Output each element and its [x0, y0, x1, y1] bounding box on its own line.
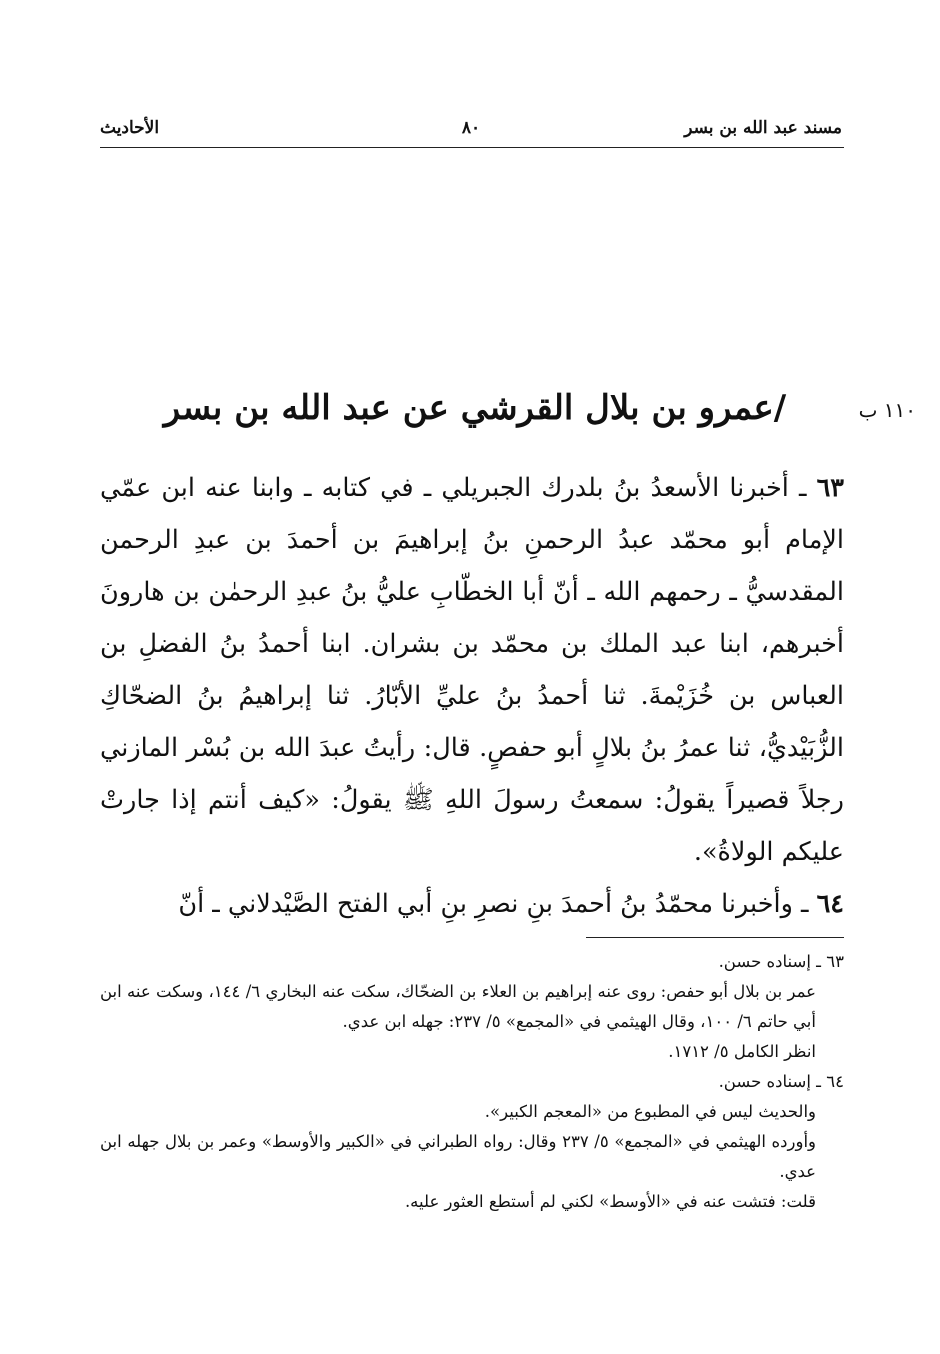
footnote-line: انظر الكامل ٥/ ١٧١٢.	[668, 1042, 816, 1061]
hadith-64	[100, 878, 844, 930]
footnote-64-body	[100, 1097, 844, 1217]
header-book-title: مسند عبد الله بن بسر	[684, 118, 842, 138]
footnote-64-heading: ٦٤ ـ إسناده حسن.	[718, 1072, 844, 1091]
footnote-line: وأورده الهيثمي في «المجمع» ٥/ ٢٣٧ وقال: رواه الطبراني في «الكبير والأوسط» وعمر بن بلال جهله ابن عدي.	[100, 1132, 816, 1181]
footnote-line: قلت: فتشت عنه في «الأوسط» لكني لم أستطع العثور عليه.	[404, 1192, 816, 1211]
hadith-text: ـ وأخبرنا محمّدُ بنُ أحمدَ بنِ نصرِ بنِ أبي الفتح الصَّيْدلاني ـ أنّ	[178, 889, 809, 919]
hadith-63	[100, 462, 844, 878]
footnote-line: والحديث ليس في المطبوع من «المعجم الكبير».	[484, 1102, 816, 1121]
footnote-63-body	[100, 977, 844, 1067]
footnote-line: عمر بن بلال أبو حفص: روى عنه إبراهيم بن العلاء بن الضحّاك، سكت عنه البخاري ٦/ ١٤٤، وسكت عنه ابن أبي حاتم ٦/ ١٠٠، وقال الهيثمي في «المجمع» ٥/ ٢٣٧: جهله ابن عدي.	[100, 982, 817, 1031]
header-section-title: الأحاديث	[100, 118, 160, 138]
footnote-rule	[586, 937, 844, 938]
hadith-number: ٦٤	[816, 889, 844, 919]
manuscript-folio-note: ١١٠ ب	[858, 398, 916, 422]
page-number: ٨٠	[461, 118, 481, 138]
footnote-63-heading: ٦٣ ـ إسناده حسن.	[718, 952, 844, 971]
header-rule	[100, 147, 844, 148]
hadith-text: ـ أخبرنا الأسعدُ بنُ بلدرك الجبريلي ـ في كتابه ـ وابنا عنه ابن عمّي الإمام أبو محمّد عبدُ الرحمنِ بنُ إبراهيمَ بن أحمدَ بن عبدِ الرحمن المقدسيُّ ـ رحمهم الله ـ أنّ أبا الخطّابِ عليُّ بنُ عبدِ الرحمٰن بن هارونَ أخبرهم، ابنا عبد الملك بن محمّد بن بشران. ابنا أحمدُ بنُ الفضلِ بن العباس بن خُزَيْمةَ. ثنا أحمدُ بنُ عليِّ الأبّارُ. ثنا إبراهيمُ بنُ الضحّاكِ الزُّبَيْديُّ، ثنا عمرُ بنُ بلالٍ أبو حفصٍ. قال: رأيتُ عبدَ الله بن بُسْر المازني رجلاً قصيراً يقولُ: سمعتُ رسولَ اللهِ ﷺ يقولُ: «كيف أنتم إذا جارتْ عليكم الولاةُ».	[100, 473, 844, 867]
running-header	[100, 118, 842, 144]
hadith-number: ٦٣	[816, 473, 845, 503]
section-heading: /عمرو بن بلال القرشي عن عبد الله بن بسر	[163, 388, 787, 428]
main-text	[100, 462, 844, 930]
footnotes	[100, 947, 844, 1217]
